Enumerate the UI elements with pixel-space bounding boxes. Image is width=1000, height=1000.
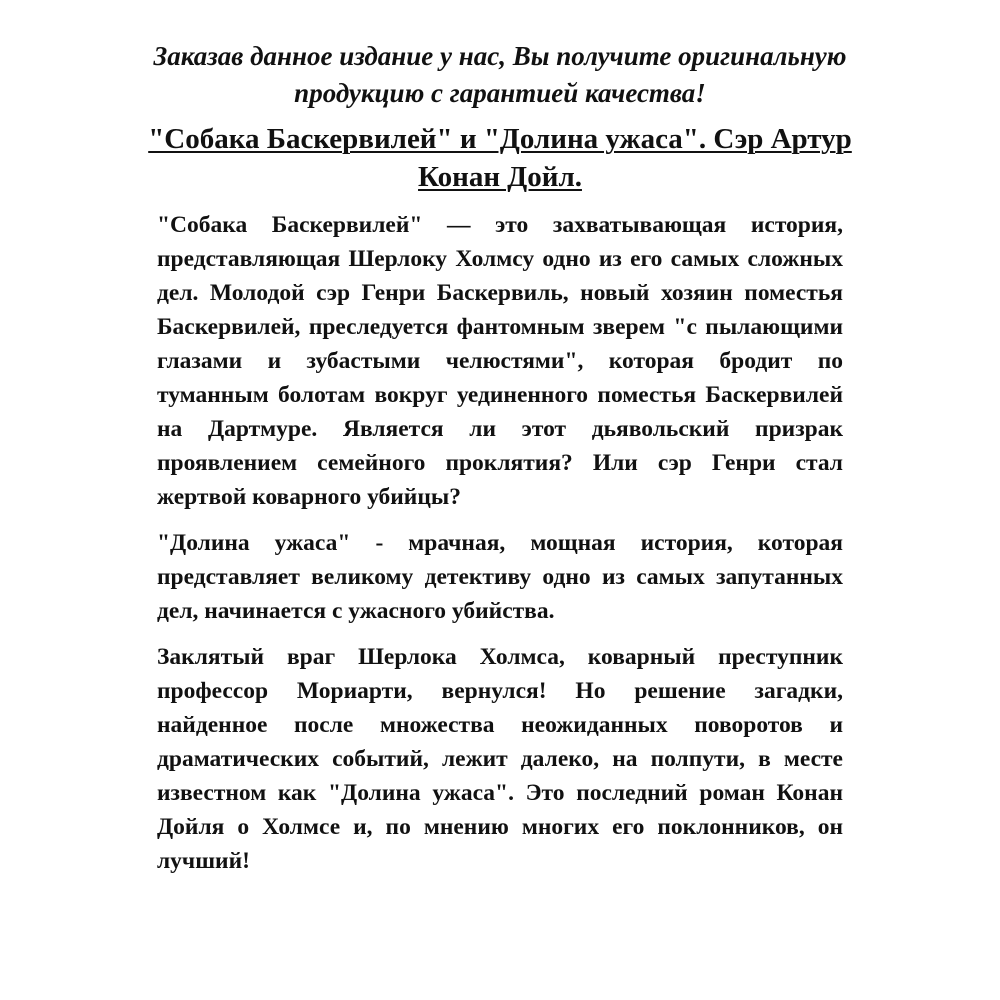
- description-paragraph-valley: "Долина ужаса" - мрачная, мощная история, которая представляет великому детективу одно из самых запутанных дел, начинается с ужасного убийства.: [157, 530, 843, 624]
- book-title: "Собака Баскервилей" и "Долина ужаса". Сэр Артур Конан Дойл.: [148, 123, 852, 193]
- description-paragraph-hound: "Собака Баскервилей" — это захватывающая история, представляющая Шерлоку Холмсу одно из его самых сложных дел. Молодой сэр Генри Баскервиль, новый хозяин поместья Баскервилей, преследуется фантомным зверем "с пылающими глазами и зубастыми челюстями", которая бродит по туманным болотам вокруг уединенного поместья Баскервилей на Дартмуре. Является ли этот дьявольский призрак проявлением семейного проклятия? Или сэр Генри стал жертвой коварного убийцы?: [157, 212, 843, 510]
- promo-banner-text: Заказав данное издание у нас, Вы получите оригинальную продукцию с гарантией качества!: [153, 41, 847, 108]
- description-paragraph-moriarty: Заклятый враг Шерлока Холмса, коварный преступник профессор Мориарти, вернулся! Но решение загадки, найденное после множества неожиданных поворотов и драматических событий, лежит далеко, на полпути, в месте известном как "Долина ужаса". Это последний роман Конан Дойля о Холмсе и, по мнению многих его поклонников, он лучший!: [157, 644, 843, 874]
- product-description-page: [148, 38, 852, 878]
